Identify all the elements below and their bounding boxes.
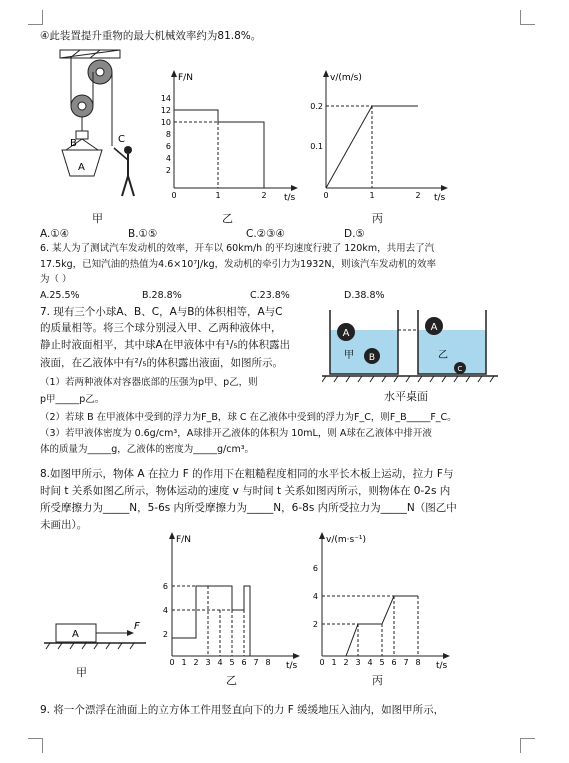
q7-line4: 液面，在乙液体中有²/₅的体积露出液面，如图所示。 xyxy=(40,357,283,369)
q8-line4: 未画出）。 xyxy=(40,519,88,531)
graph-bing-xlabel: t/s xyxy=(434,193,446,203)
crop-mark-bottom-left xyxy=(28,738,43,753)
ytick: 14 xyxy=(160,94,171,103)
xtick: 2 xyxy=(415,191,421,200)
xtick: 2 xyxy=(261,191,267,200)
option-b: B.①⑤ xyxy=(128,228,158,240)
caption-bing-top: 丙 xyxy=(372,212,383,225)
xtick: 0 xyxy=(319,658,325,667)
graph-yi-ylabel: F/N xyxy=(178,73,193,83)
ytick: 10 xyxy=(160,118,171,127)
xtick: 6 xyxy=(241,658,247,667)
crop-mark-top-left xyxy=(28,10,43,25)
option-c: C.②③④ xyxy=(246,228,285,240)
force-time-graph-top xyxy=(160,68,300,203)
pulley-figure xyxy=(50,46,150,206)
q7-sub3a: （3）若甲液体密度为 0.6g/cm³，A球排开乙液体的体积为 10mL，则 A球在乙液体中排开液 xyxy=(40,428,432,439)
xtick: 5 xyxy=(229,658,235,667)
ball-A-jia: A xyxy=(342,328,350,339)
ytick: 2 xyxy=(312,620,318,629)
label-C: C xyxy=(118,134,125,145)
q6-option-c: C.23.8% xyxy=(250,290,290,301)
q6-line2: 17.5kg，已知汽油的热值为4.6×10⁷J/kg，发动机的牵引力为1932N，则该汽车发动机的效率 xyxy=(40,259,436,270)
q8-line2: 时间 t 关系如图乙所示，物体运动的速度 v 与时间 t 关系如图丙所示，则物体在 0-2s 内 xyxy=(40,485,451,497)
ytick: 0.2 xyxy=(310,102,323,111)
xtick: 8 xyxy=(415,658,421,667)
velocity-time-graph-top xyxy=(310,68,450,203)
ytick: 4 xyxy=(165,154,171,163)
xtick: 1 xyxy=(215,191,221,200)
caption-bing-q8: 丙 xyxy=(372,674,383,687)
q7-sub1b: p甲_____p乙。 xyxy=(40,394,105,405)
q6-option-d: D.38.8% xyxy=(344,290,385,301)
ytick: 2 xyxy=(162,630,168,639)
ytick: 6 xyxy=(162,582,168,591)
xtick: 0 xyxy=(171,191,177,200)
crop-mark-bottom-right xyxy=(520,738,535,753)
caption-jia-top: 甲 xyxy=(92,212,103,225)
q7-line2: 的质量相等。将三个球分别浸入甲、乙两种液体中， xyxy=(40,322,282,334)
block-figure xyxy=(42,616,152,656)
beaker-yi-label: 乙 xyxy=(438,350,448,361)
q6-option-a: A.25.5% xyxy=(40,290,80,301)
xtick: 3 xyxy=(205,658,211,667)
ytick: 0.1 xyxy=(310,142,323,151)
beaker-jia-label: 甲 xyxy=(344,350,354,361)
xtick: 5 xyxy=(379,658,385,667)
ytick: 8 xyxy=(165,130,171,139)
xtick: 0 xyxy=(169,658,175,667)
ytick: 6 xyxy=(165,142,171,151)
xtick: 4 xyxy=(217,658,223,667)
force-label-F: F xyxy=(134,621,140,632)
velocity-time-graph-q8 xyxy=(306,530,456,670)
label-A: A xyxy=(78,162,85,173)
ball-B: B xyxy=(368,353,376,363)
q6-line3: 为（ ） xyxy=(40,274,72,285)
desk-label: 水平桌面 xyxy=(384,390,428,403)
label-B: B xyxy=(70,138,77,149)
xtick: 1 xyxy=(181,658,187,667)
q7-line3: 静止时液面相平，其中球A在甲液体中有¹/₅的体积露出 xyxy=(40,339,291,351)
xtick: 8 xyxy=(265,658,271,667)
xtick: 4 xyxy=(367,658,373,667)
q9-line1: 9. 将一个漂浮在油面上的立方体工件用竖直向下的力 F 缓缓地压入油内，如图甲所示， xyxy=(40,704,445,716)
statement-4: ④此装置提升重物的最大机械效率约为81.8%。 xyxy=(40,30,262,42)
block-label-A: A xyxy=(72,629,79,640)
xtick: 1 xyxy=(331,658,337,667)
q7-sub3b: 体的质量为_____g，乙液体的密度为_____g/cm³。 xyxy=(40,444,255,455)
ytick: 2 xyxy=(165,166,171,175)
ball-A-yi: A xyxy=(430,322,438,333)
ytick: 12 xyxy=(160,106,171,115)
xtick: 7 xyxy=(403,658,409,667)
xtick: 6 xyxy=(391,658,397,667)
force-time-graph-q8 xyxy=(156,530,306,670)
caption-jia-q8: 甲 xyxy=(76,666,87,679)
ytick: 4 xyxy=(162,606,168,615)
q8-line3: 所受摩擦力为_____N，5-6s 内所受摩擦力为_____N，6-8s 内所受拉力为_____N（图乙中 xyxy=(40,502,457,514)
graph-q8-yi-xlabel: t/s xyxy=(286,661,298,670)
caption-yi-q8: 乙 xyxy=(226,674,237,687)
ytick: 4 xyxy=(312,592,318,601)
q7-sub2: （2）若球 B 在甲液体中受到的浮力为F_B，球 C 在乙液体中受到的浮力为F_C，则F_B_____F_C。 xyxy=(40,412,457,423)
graph-bing-ylabel: v/(m/s) xyxy=(330,73,362,83)
ball-C: C xyxy=(457,365,463,373)
xtick: 2 xyxy=(343,658,349,667)
option-d: D.⑤ xyxy=(344,228,365,240)
q7-sub1: （1）若两种液体对容器底部的压强为p甲、p乙，则 xyxy=(40,377,258,388)
crop-mark-top-right xyxy=(520,10,535,25)
q7-line1: 7. 现有三个小球A、B、C，A与B的体积相等，A与C xyxy=(40,306,283,318)
graph-q8-bing-xlabel: t/s xyxy=(436,661,448,670)
xtick: 1 xyxy=(369,191,375,200)
xtick: 0 xyxy=(323,191,329,200)
beakers-figure xyxy=(322,306,502,388)
option-a: A.①④ xyxy=(40,228,70,240)
q6-line1: 6. 某人为了测试汽车发动机的效率，开车以 60km/h 的平均速度行驶了 120km，共用去了汽 xyxy=(40,243,435,254)
q8-line1: 8.如图甲所示，物体 A 在拉力 F 的作用下在粗糙程度相同的水平长木板上运动，拉力 F与 xyxy=(40,468,454,480)
xtick: 3 xyxy=(355,658,361,667)
xtick: 2 xyxy=(193,658,199,667)
graph-q8-bing-ylabel: v/(m·s⁻¹) xyxy=(326,535,367,545)
graph-yi-xlabel: t/s xyxy=(284,193,296,203)
graph-q8-yi-ylabel: F/N xyxy=(176,535,191,545)
caption-yi-top: 乙 xyxy=(222,212,233,225)
q6-option-b: B.28.8% xyxy=(142,290,182,301)
ytick: 6 xyxy=(312,564,318,573)
xtick: 7 xyxy=(253,658,259,667)
